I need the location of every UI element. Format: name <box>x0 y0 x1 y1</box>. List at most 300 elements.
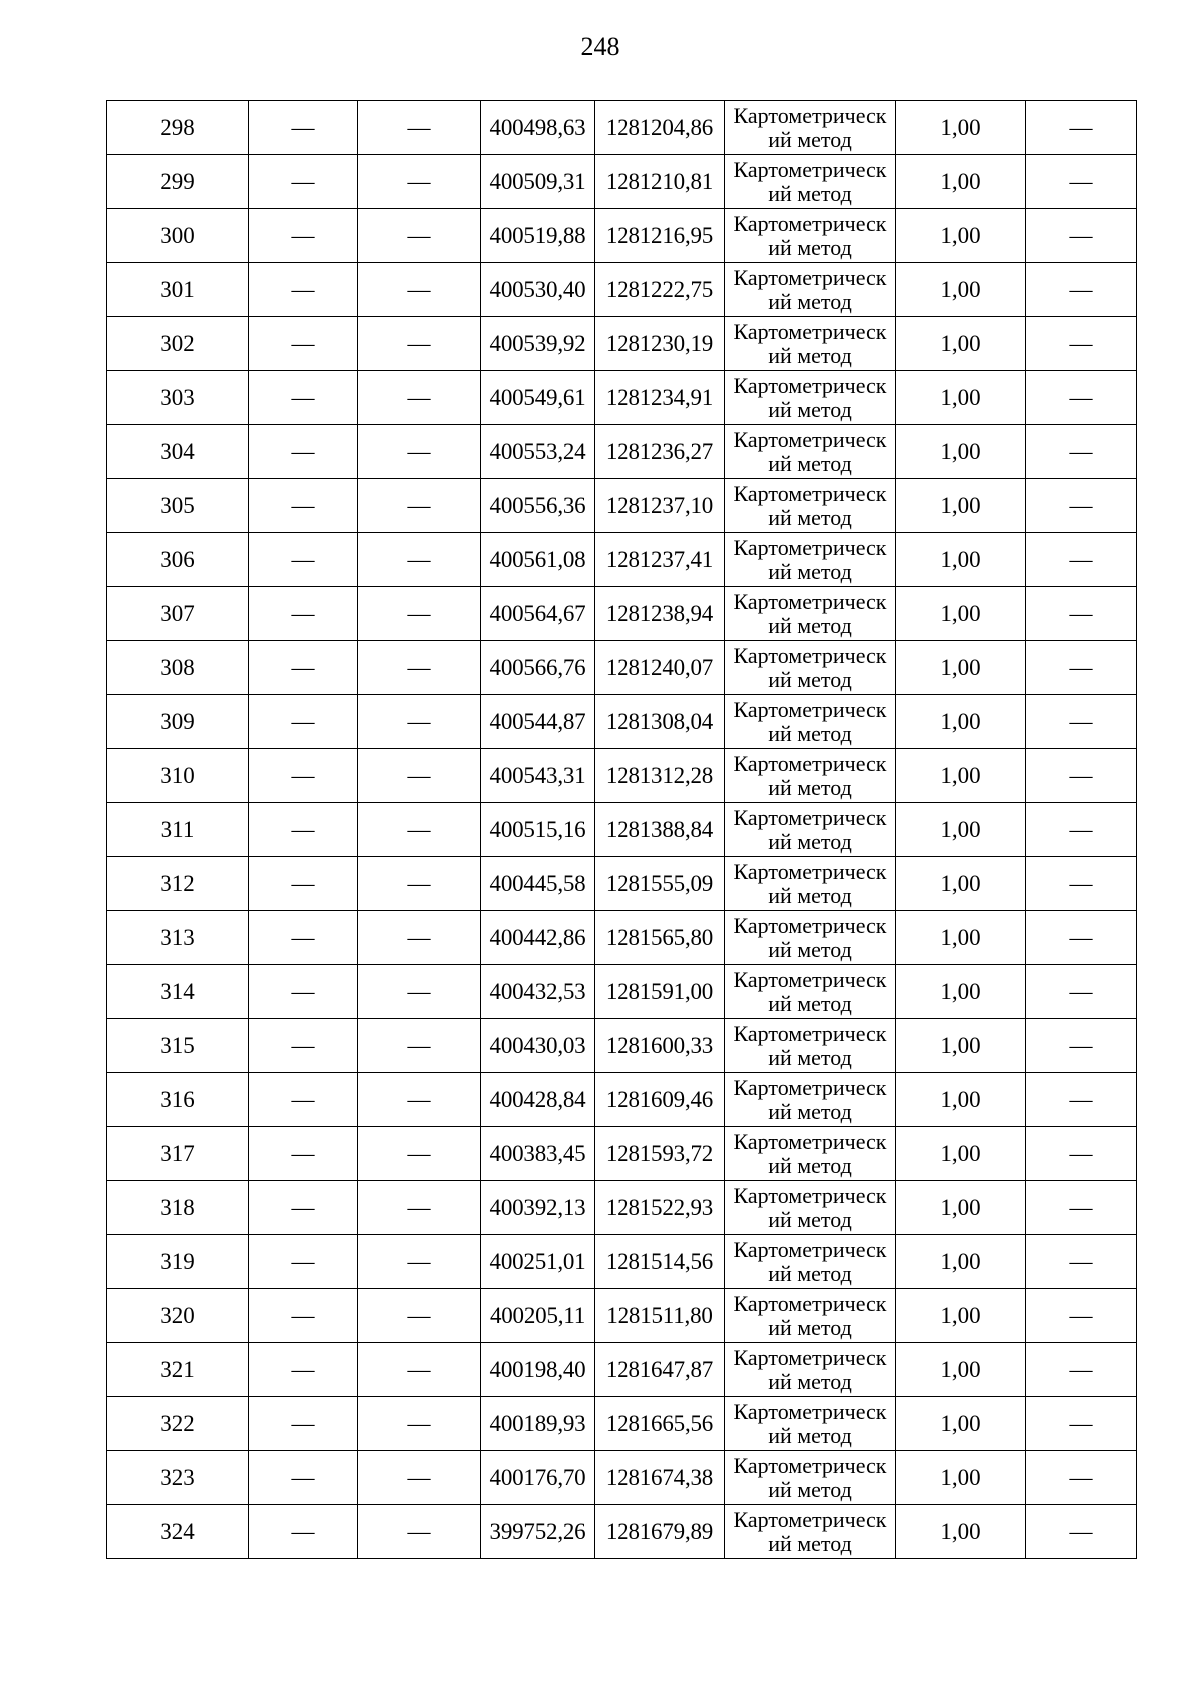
method-text-line-2: ий метод <box>768 612 852 638</box>
dash-cell: — <box>1026 1181 1137 1235</box>
page-number: 248 <box>580 32 620 61</box>
method-text-line-2: ий метод <box>768 234 852 260</box>
table-row <box>107 1127 1137 1181</box>
dash-cell: — <box>358 749 481 803</box>
dash-cell: — <box>358 371 481 425</box>
dash-cell: — <box>1026 1073 1137 1127</box>
dash-cell: — <box>249 1397 358 1451</box>
method-cell <box>725 965 896 1019</box>
accuracy-cell: 1,00 <box>896 155 1026 209</box>
accuracy-cell: 1,00 <box>896 1289 1026 1343</box>
dash-cell: — <box>249 209 358 263</box>
dash-cell: — <box>249 155 358 209</box>
method-cell <box>725 1451 896 1505</box>
method-text-line-1: Картометрическ <box>733 1452 887 1478</box>
accuracy-cell: 1,00 <box>896 263 1026 317</box>
dash-cell: — <box>1026 857 1137 911</box>
dash-cell: — <box>1026 587 1137 641</box>
dash-cell: — <box>1026 1343 1137 1397</box>
method-text-line-2: ий метод <box>768 774 852 800</box>
point-number-cell: 301 <box>107 263 249 317</box>
point-number-cell: 315 <box>107 1019 249 1073</box>
dash-cell: — <box>1026 911 1137 965</box>
y-coordinate-cell: 1281237,10 <box>595 479 725 533</box>
point-number-cell: 319 <box>107 1235 249 1289</box>
dash-cell: — <box>1026 371 1137 425</box>
method-text-line-2: ий метод <box>768 1314 852 1340</box>
method-cell <box>725 695 896 749</box>
coordinates-table <box>106 100 1137 1559</box>
table-row <box>107 425 1137 479</box>
dash-cell: — <box>1026 749 1137 803</box>
method-text-line-1: Картометрическ <box>733 1344 887 1370</box>
dash-cell: — <box>1026 479 1137 533</box>
dash-cell: — <box>249 911 358 965</box>
accuracy-cell: 1,00 <box>896 965 1026 1019</box>
accuracy-cell: 1,00 <box>896 533 1026 587</box>
x-coordinate-cell: 400251,01 <box>481 1235 595 1289</box>
accuracy-cell: 1,00 <box>896 425 1026 479</box>
y-coordinate-cell: 1281388,84 <box>595 803 725 857</box>
x-coordinate-cell: 400198,40 <box>481 1343 595 1397</box>
method-text-line-2: ий метод <box>768 882 852 908</box>
x-coordinate-cell: 400498,63 <box>481 101 595 155</box>
point-number-cell: 323 <box>107 1451 249 1505</box>
method-text-line-2: ий метод <box>768 990 852 1016</box>
x-coordinate-cell: 400549,61 <box>481 371 595 425</box>
dash-cell: — <box>249 641 358 695</box>
method-text-line-2: ий метод <box>768 342 852 368</box>
x-coordinate-cell: 400428,84 <box>481 1073 595 1127</box>
y-coordinate-cell: 1281240,07 <box>595 641 725 695</box>
x-coordinate-cell: 400539,92 <box>481 317 595 371</box>
table-row <box>107 101 1137 155</box>
method-text-line-1: Картометрическ <box>733 642 887 668</box>
method-text-line-1: Картометрическ <box>733 912 887 938</box>
table-row <box>107 1073 1137 1127</box>
dash-cell: — <box>358 263 481 317</box>
x-coordinate-cell: 400392,13 <box>481 1181 595 1235</box>
method-text-line-2: ий метод <box>768 1368 852 1394</box>
dash-cell: — <box>249 425 358 479</box>
table-row <box>107 1451 1137 1505</box>
point-number-cell: 306 <box>107 533 249 587</box>
method-text-line-1: Картометрическ <box>733 1074 887 1100</box>
point-number-cell: 321 <box>107 1343 249 1397</box>
x-coordinate-cell: 400564,67 <box>481 587 595 641</box>
dash-cell: — <box>1026 155 1137 209</box>
method-text-line-2: ий метод <box>768 666 852 692</box>
method-text-line-2: ий метод <box>768 1260 852 1286</box>
dash-cell: — <box>249 695 358 749</box>
table-row <box>107 1019 1137 1073</box>
method-text-line-2: ий метод <box>768 936 852 962</box>
dash-cell: — <box>358 965 481 1019</box>
method-text-line-2: ий метод <box>768 396 852 422</box>
method-cell <box>725 425 896 479</box>
accuracy-cell: 1,00 <box>896 911 1026 965</box>
dash-cell: — <box>358 857 481 911</box>
y-coordinate-cell: 1281236,27 <box>595 425 725 479</box>
point-number-cell: 302 <box>107 317 249 371</box>
dash-cell: — <box>249 1451 358 1505</box>
x-coordinate-cell: 400553,24 <box>481 425 595 479</box>
point-number-cell: 300 <box>107 209 249 263</box>
accuracy-cell: 1,00 <box>896 749 1026 803</box>
y-coordinate-cell: 1281237,41 <box>595 533 725 587</box>
dash-cell: — <box>249 1181 358 1235</box>
method-cell <box>725 371 896 425</box>
x-coordinate-cell: 400445,58 <box>481 857 595 911</box>
dash-cell: — <box>358 155 481 209</box>
dash-cell: — <box>358 1181 481 1235</box>
dash-cell: — <box>358 587 481 641</box>
dash-cell: — <box>1026 641 1137 695</box>
dash-cell: — <box>249 263 358 317</box>
y-coordinate-cell: 1281210,81 <box>595 155 725 209</box>
point-number-cell: 299 <box>107 155 249 209</box>
dash-cell: — <box>1026 803 1137 857</box>
table-row <box>107 1397 1137 1451</box>
table-row <box>107 749 1137 803</box>
table-row <box>107 263 1137 317</box>
method-text-line-2: ий метод <box>768 828 852 854</box>
table-row <box>107 911 1137 965</box>
x-coordinate-cell: 400519,88 <box>481 209 595 263</box>
method-text-line-2: ий метод <box>768 558 852 584</box>
method-cell <box>725 263 896 317</box>
dash-cell: — <box>358 1451 481 1505</box>
accuracy-cell: 1,00 <box>896 1397 1026 1451</box>
dash-cell: — <box>1026 695 1137 749</box>
point-number-cell: 317 <box>107 1127 249 1181</box>
y-coordinate-cell: 1281511,80 <box>595 1289 725 1343</box>
y-coordinate-cell: 1281204,86 <box>595 101 725 155</box>
table-row <box>107 479 1137 533</box>
table-row <box>107 1181 1137 1235</box>
dash-cell: — <box>1026 263 1137 317</box>
dash-cell: — <box>358 911 481 965</box>
accuracy-cell: 1,00 <box>896 1127 1026 1181</box>
dash-cell: — <box>1026 209 1137 263</box>
point-number-cell: 305 <box>107 479 249 533</box>
method-text-line-1: Картометрическ <box>733 1506 887 1532</box>
dash-cell: — <box>249 1127 358 1181</box>
x-coordinate-cell: 400176,70 <box>481 1451 595 1505</box>
method-text-line-2: ий метод <box>768 1044 852 1070</box>
point-number-cell: 314 <box>107 965 249 1019</box>
method-cell <box>725 1505 896 1559</box>
method-text-line-2: ий метод <box>768 126 852 152</box>
dash-cell: — <box>358 101 481 155</box>
x-coordinate-cell: 400530,40 <box>481 263 595 317</box>
accuracy-cell: 1,00 <box>896 1343 1026 1397</box>
method-text-line-2: ий метод <box>768 450 852 476</box>
method-cell <box>725 749 896 803</box>
accuracy-cell: 1,00 <box>896 587 1026 641</box>
dash-cell: — <box>249 1289 358 1343</box>
method-cell <box>725 209 896 263</box>
x-coordinate-cell: 400561,08 <box>481 533 595 587</box>
dash-cell: — <box>1026 425 1137 479</box>
x-coordinate-cell: 400432,53 <box>481 965 595 1019</box>
dash-cell: — <box>1026 101 1137 155</box>
point-number-cell: 320 <box>107 1289 249 1343</box>
y-coordinate-cell: 1281647,87 <box>595 1343 725 1397</box>
accuracy-cell: 1,00 <box>896 209 1026 263</box>
y-coordinate-cell: 1281665,56 <box>595 1397 725 1451</box>
table-row <box>107 803 1137 857</box>
method-text-line-2: ий метод <box>768 1476 852 1502</box>
y-coordinate-cell: 1281312,28 <box>595 749 725 803</box>
method-text-line-1: Картометрическ <box>733 264 887 290</box>
x-coordinate-cell: 400544,87 <box>481 695 595 749</box>
table-row <box>107 641 1137 695</box>
point-number-cell: 308 <box>107 641 249 695</box>
dash-cell: — <box>358 1073 481 1127</box>
x-coordinate-cell: 400509,31 <box>481 155 595 209</box>
dash-cell: — <box>249 749 358 803</box>
method-text-line-1: Картометрическ <box>733 696 887 722</box>
method-text-line-1: Картометрическ <box>733 534 887 560</box>
dash-cell: — <box>358 533 481 587</box>
method-cell <box>725 155 896 209</box>
table-row <box>107 1235 1137 1289</box>
point-number-cell: 313 <box>107 911 249 965</box>
table-row <box>107 587 1137 641</box>
dash-cell: — <box>358 803 481 857</box>
dash-cell: — <box>358 479 481 533</box>
method-text-line-1: Картометрическ <box>733 210 887 236</box>
x-coordinate-cell: 400442,86 <box>481 911 595 965</box>
method-cell <box>725 479 896 533</box>
dash-cell: — <box>358 1019 481 1073</box>
method-text-line-1: Картометрическ <box>733 750 887 776</box>
method-text-line-1: Картометрическ <box>733 588 887 614</box>
point-number-cell: 311 <box>107 803 249 857</box>
dash-cell: — <box>1026 1289 1137 1343</box>
method-text-line-1: Картометрическ <box>733 102 887 128</box>
y-coordinate-cell: 1281591,00 <box>595 965 725 1019</box>
method-text-line-1: Картометрическ <box>733 156 887 182</box>
method-text-line-2: ий метод <box>768 1206 852 1232</box>
accuracy-cell: 1,00 <box>896 101 1026 155</box>
accuracy-cell: 1,00 <box>896 1073 1026 1127</box>
accuracy-cell: 1,00 <box>896 1505 1026 1559</box>
dash-cell: — <box>1026 533 1137 587</box>
accuracy-cell: 1,00 <box>896 371 1026 425</box>
method-cell <box>725 857 896 911</box>
y-coordinate-cell: 1281238,94 <box>595 587 725 641</box>
table-body <box>107 101 1137 1559</box>
point-number-cell: 322 <box>107 1397 249 1451</box>
x-coordinate-cell: 400189,93 <box>481 1397 595 1451</box>
method-text-line-1: Картометрическ <box>733 372 887 398</box>
point-number-cell: 307 <box>107 587 249 641</box>
table-row <box>107 209 1137 263</box>
table-row <box>107 317 1137 371</box>
dash-cell: — <box>249 533 358 587</box>
y-coordinate-cell: 1281609,46 <box>595 1073 725 1127</box>
method-cell <box>725 1289 896 1343</box>
method-text-line-2: ий метод <box>768 1152 852 1178</box>
dash-cell: — <box>1026 1451 1137 1505</box>
accuracy-cell: 1,00 <box>896 1181 1026 1235</box>
dash-cell: — <box>249 857 358 911</box>
method-cell <box>725 533 896 587</box>
dash-cell: — <box>249 479 358 533</box>
method-cell <box>725 1343 896 1397</box>
method-cell <box>725 1073 896 1127</box>
dash-cell: — <box>1026 965 1137 1019</box>
method-cell <box>725 101 896 155</box>
table-row <box>107 533 1137 587</box>
x-coordinate-cell: 400430,03 <box>481 1019 595 1073</box>
dash-cell: — <box>1026 1235 1137 1289</box>
y-coordinate-cell: 1281216,95 <box>595 209 725 263</box>
dash-cell: — <box>358 317 481 371</box>
x-coordinate-cell: 400515,16 <box>481 803 595 857</box>
method-text-line-1: Картометрическ <box>733 480 887 506</box>
y-coordinate-cell: 1281234,91 <box>595 371 725 425</box>
point-number-cell: 310 <box>107 749 249 803</box>
accuracy-cell: 1,00 <box>896 1235 1026 1289</box>
dash-cell: — <box>249 317 358 371</box>
accuracy-cell: 1,00 <box>896 317 1026 371</box>
table-row <box>107 1289 1137 1343</box>
dash-cell: — <box>1026 1127 1137 1181</box>
method-text-line-1: Картометрическ <box>733 318 887 344</box>
point-number-cell: 298 <box>107 101 249 155</box>
dash-cell: — <box>358 1235 481 1289</box>
dash-cell: — <box>358 1127 481 1181</box>
point-number-cell: 309 <box>107 695 249 749</box>
method-cell <box>725 1397 896 1451</box>
method-text-line-1: Картометрическ <box>733 966 887 992</box>
method-text-line-2: ий метод <box>768 504 852 530</box>
dash-cell: — <box>249 1505 358 1559</box>
method-text-line-1: Картометрическ <box>733 1128 887 1154</box>
method-text-line-2: ий метод <box>768 180 852 206</box>
method-text-line-2: ий метод <box>768 1422 852 1448</box>
dash-cell: — <box>1026 1505 1137 1559</box>
dash-cell: — <box>249 803 358 857</box>
dash-cell: — <box>358 209 481 263</box>
method-text-line-1: Картометрическ <box>733 1182 887 1208</box>
method-text-line-1: Картометрическ <box>733 858 887 884</box>
method-cell <box>725 1019 896 1073</box>
dash-cell: — <box>1026 1397 1137 1451</box>
y-coordinate-cell: 1281522,93 <box>595 1181 725 1235</box>
method-text-line-2: ий метод <box>768 1530 852 1556</box>
dash-cell: — <box>249 1073 358 1127</box>
table-row <box>107 1505 1137 1559</box>
x-coordinate-cell: 400556,36 <box>481 479 595 533</box>
method-cell <box>725 1127 896 1181</box>
dash-cell: — <box>358 1343 481 1397</box>
method-cell <box>725 911 896 965</box>
y-coordinate-cell: 1281308,04 <box>595 695 725 749</box>
accuracy-cell: 1,00 <box>896 695 1026 749</box>
x-coordinate-cell: 400566,76 <box>481 641 595 695</box>
point-number-cell: 324 <box>107 1505 249 1559</box>
dash-cell: — <box>249 371 358 425</box>
x-coordinate-cell: 400205,11 <box>481 1289 595 1343</box>
method-cell <box>725 641 896 695</box>
method-cell <box>725 317 896 371</box>
method-text-line-1: Картометрическ <box>733 1290 887 1316</box>
method-text-line-2: ий метод <box>768 288 852 314</box>
dash-cell: — <box>249 101 358 155</box>
accuracy-cell: 1,00 <box>896 479 1026 533</box>
dash-cell: — <box>1026 317 1137 371</box>
dash-cell: — <box>358 641 481 695</box>
table-row <box>107 695 1137 749</box>
y-coordinate-cell: 1281230,19 <box>595 317 725 371</box>
dash-cell: — <box>358 1397 481 1451</box>
method-cell <box>725 803 896 857</box>
dash-cell: — <box>358 695 481 749</box>
dash-cell: — <box>249 1343 358 1397</box>
x-coordinate-cell: 400543,31 <box>481 749 595 803</box>
accuracy-cell: 1,00 <box>896 1451 1026 1505</box>
dash-cell: — <box>358 1289 481 1343</box>
method-text-line-1: Картометрическ <box>733 1236 887 1262</box>
y-coordinate-cell: 1281600,33 <box>595 1019 725 1073</box>
dash-cell: — <box>249 1235 358 1289</box>
method-text-line-1: Картометрическ <box>733 1398 887 1424</box>
accuracy-cell: 1,00 <box>896 1019 1026 1073</box>
y-coordinate-cell: 1281222,75 <box>595 263 725 317</box>
dash-cell: — <box>249 1019 358 1073</box>
table-row <box>107 155 1137 209</box>
method-text-line-1: Картометрическ <box>733 1020 887 1046</box>
point-number-cell: 312 <box>107 857 249 911</box>
y-coordinate-cell: 1281679,89 <box>595 1505 725 1559</box>
method-cell <box>725 587 896 641</box>
method-text-line-1: Картометрическ <box>733 426 887 452</box>
y-coordinate-cell: 1281674,38 <box>595 1451 725 1505</box>
accuracy-cell: 1,00 <box>896 803 1026 857</box>
dash-cell: — <box>249 587 358 641</box>
accuracy-cell: 1,00 <box>896 641 1026 695</box>
method-cell <box>725 1235 896 1289</box>
x-coordinate-cell: 399752,26 <box>481 1505 595 1559</box>
dash-cell: — <box>249 965 358 1019</box>
point-number-cell: 304 <box>107 425 249 479</box>
point-number-cell: 316 <box>107 1073 249 1127</box>
x-coordinate-cell: 400383,45 <box>481 1127 595 1181</box>
method-cell <box>725 1181 896 1235</box>
dash-cell: — <box>1026 1019 1137 1073</box>
y-coordinate-cell: 1281593,72 <box>595 1127 725 1181</box>
table-row <box>107 371 1137 425</box>
method-text-line-2: ий метод <box>768 1098 852 1124</box>
y-coordinate-cell: 1281565,80 <box>595 911 725 965</box>
method-text-line-1: Картометрическ <box>733 804 887 830</box>
y-coordinate-cell: 1281514,56 <box>595 1235 725 1289</box>
point-number-cell: 303 <box>107 371 249 425</box>
dash-cell: — <box>358 425 481 479</box>
method-text-line-2: ий метод <box>768 720 852 746</box>
y-coordinate-cell: 1281555,09 <box>595 857 725 911</box>
accuracy-cell: 1,00 <box>896 857 1026 911</box>
point-number-cell: 318 <box>107 1181 249 1235</box>
table-row <box>107 965 1137 1019</box>
table-row <box>107 857 1137 911</box>
table-row <box>107 1343 1137 1397</box>
dash-cell: — <box>358 1505 481 1559</box>
